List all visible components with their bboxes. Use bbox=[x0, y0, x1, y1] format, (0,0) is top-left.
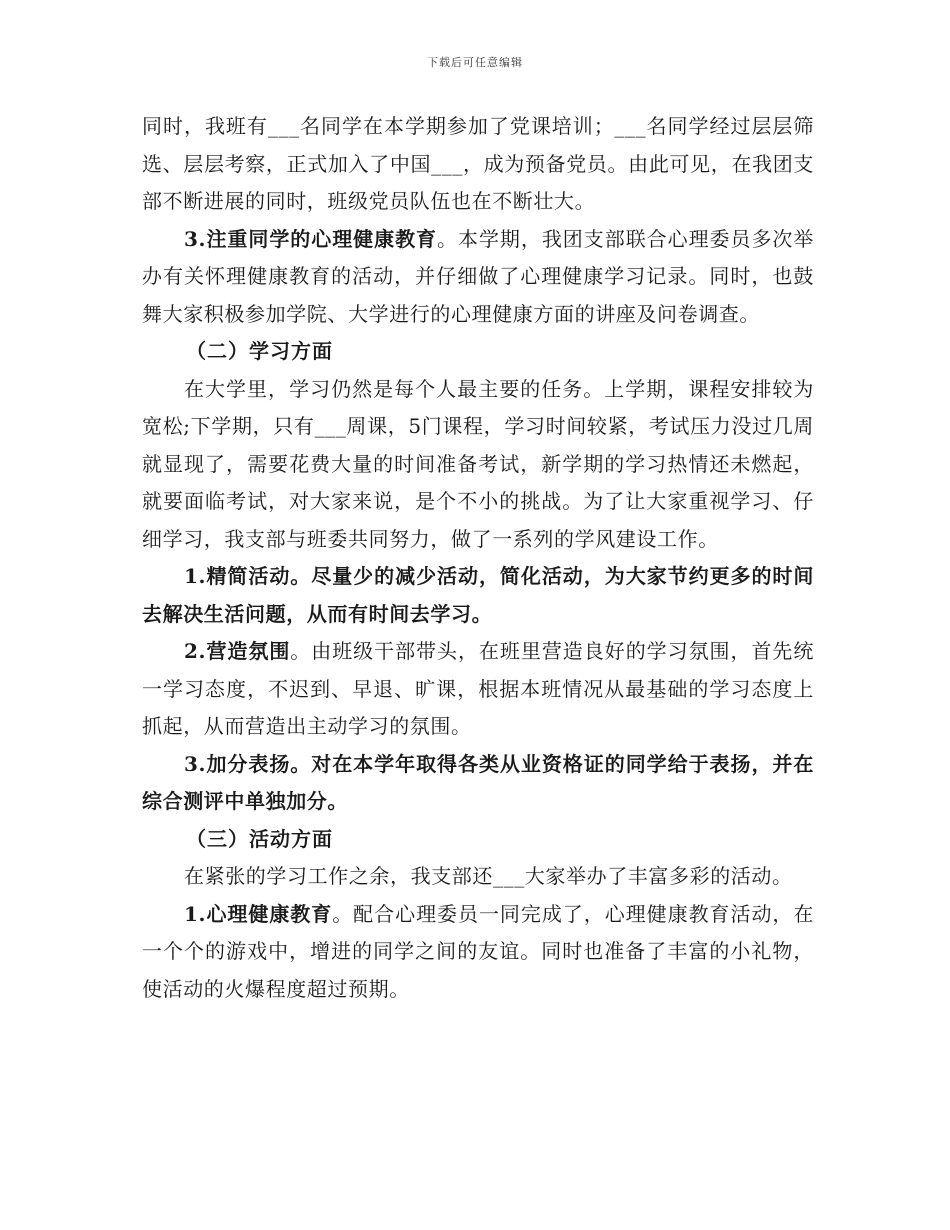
paragraph-bonus-praise: 3.加分表扬。对在本学年取得各类从业资格证的同学给于表扬，并在综合测评中单独加分。 bbox=[142, 751, 814, 813]
paragraph-atmosphere bbox=[142, 633, 814, 746]
section-heading-activities: （三）活动方面 bbox=[186, 826, 333, 851]
paragraph-text: 。配合心理委员一同完成了，心理健康教育活动，在一个个的游戏中，增进的同学之间的友谊。同时也准备了丰富的小礼物，使活动的火爆程度超过预期。 bbox=[142, 901, 814, 1001]
paragraph-study-intro: 在大学里，学习仍然是每个人最主要的任务。上学期，课程安排较为宽松;下学期，只有___周课，5门课程，学习时间较紧，考试压力没过几周就显现了，需要花费大量的时间准备考试，新学期的学习热情还未燃起，就要面临考试，对大家来说，是个不小的挑战。为了让大家重视学习、仔细学习，我支部与班委共同努力，做了一系列的学风建设工作。 bbox=[142, 376, 814, 551]
paragraph-lead: 3.注重同学的心理健康教育 bbox=[184, 226, 438, 251]
page-header: 下载后可任意编辑 bbox=[427, 56, 523, 69]
paragraph-text: 。由班级干部带头，在班里营造良好的学习氛围，首先统一学习态度，不迟到、早退、旷课，根据本班情况从最基础的学习态度上抓起，从而营造出主动学习的氛围。 bbox=[142, 639, 814, 738]
paragraph-party-members: 同时，我班有___名同学在本学期参加了党课培训；___名同学经过层层筛选、层层考察，正式加入了中国___，成为预备党员。由此可见，在我团支部不断进展的同时，班级党员队伍也在不断壮大。 bbox=[142, 114, 814, 213]
paragraph-lead: 1.心理健康教育 bbox=[184, 901, 333, 926]
document-body bbox=[142, 108, 814, 1008]
paragraph-lead: 2.营造氛围 bbox=[184, 639, 291, 663]
paragraph-activities-intro: 在紧张的学习工作之余，我支部还___大家举办了丰富多彩的活动。 bbox=[184, 864, 793, 888]
paragraph-mental-health bbox=[142, 221, 814, 334]
paragraph-streamline-activities: 1.精简活动。尽量少的减少活动，简化活动，为大家节约更多的时间去解决生活问题，从而有时间去学习。 bbox=[142, 564, 814, 626]
paragraph-text: 。本学期，我团支部联合心理委员多次举办有关怀理健康教育的活动，并仔细做了心理健康学习记录。同时，也鼓舞大家积极参加学院、大学进行的心理健康方面的讲座及问卷调查。 bbox=[142, 226, 814, 326]
section-heading-study: （二）学习方面 bbox=[186, 339, 333, 363]
paragraph-mental-health-activity bbox=[142, 896, 814, 1009]
